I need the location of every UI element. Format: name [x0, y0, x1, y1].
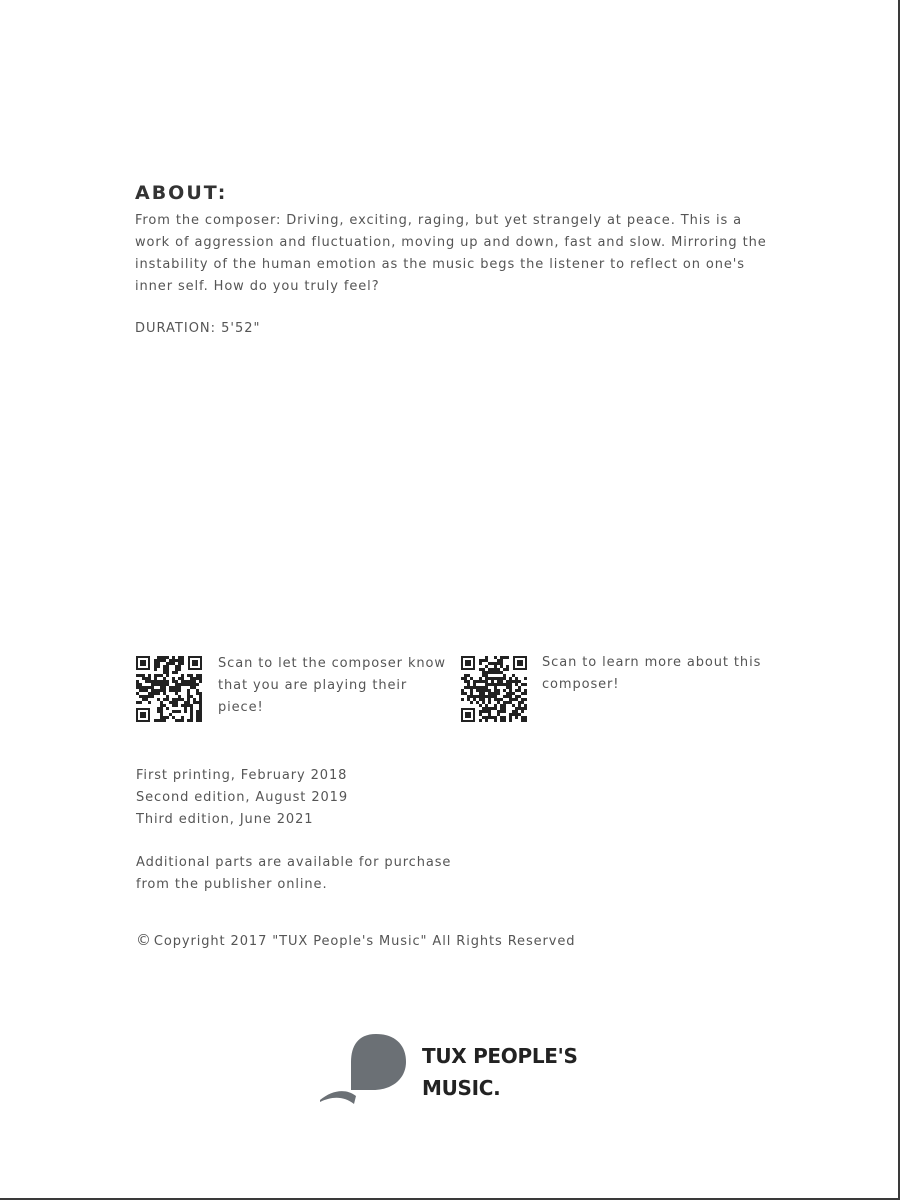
qr-caption-contact-composer: Scan to let the composer know that you are playing their piece! [218, 656, 446, 715]
copyright-text: Copyright 2017 "TUX People's Music" All Rights Reserved [153, 934, 576, 949]
edition-line: First printing, February 2018 [136, 768, 348, 783]
publisher-logo-icon [318, 1030, 414, 1110]
copyright-line [136, 931, 575, 949]
qr-caption-learn-more: Scan to learn more about this composer! [542, 655, 762, 692]
qr-code-icon[interactable] [461, 656, 527, 722]
qr-code-icon[interactable] [136, 656, 202, 722]
edition-line: Second edition, August 2019 [136, 790, 349, 805]
publisher-logo-text [422, 1040, 578, 1104]
publisher-name-line2: MUSIC. [422, 1076, 501, 1100]
publisher-name-line1: TUX PEOPLE'S [422, 1044, 578, 1068]
edition-line: Third edition, June 2021 [136, 812, 314, 827]
about-description: From the composer: Driving, exciting, raging, but yet strangely at peace. This is a work of aggression and fluctuation, moving up and down, fast and slow. Mirroring the instability of the human emotion as the music begs the listener to reflect on one's inner self. How do you truly feel? [135, 213, 767, 294]
edition-history [136, 765, 348, 831]
additional-parts-note: Additional parts are available for purchase from the publisher online. [136, 855, 452, 892]
duration-label: DURATION: 5'52" [135, 321, 261, 336]
copyright-symbol: © [136, 931, 152, 949]
about-heading: ABOUT: [135, 182, 228, 204]
